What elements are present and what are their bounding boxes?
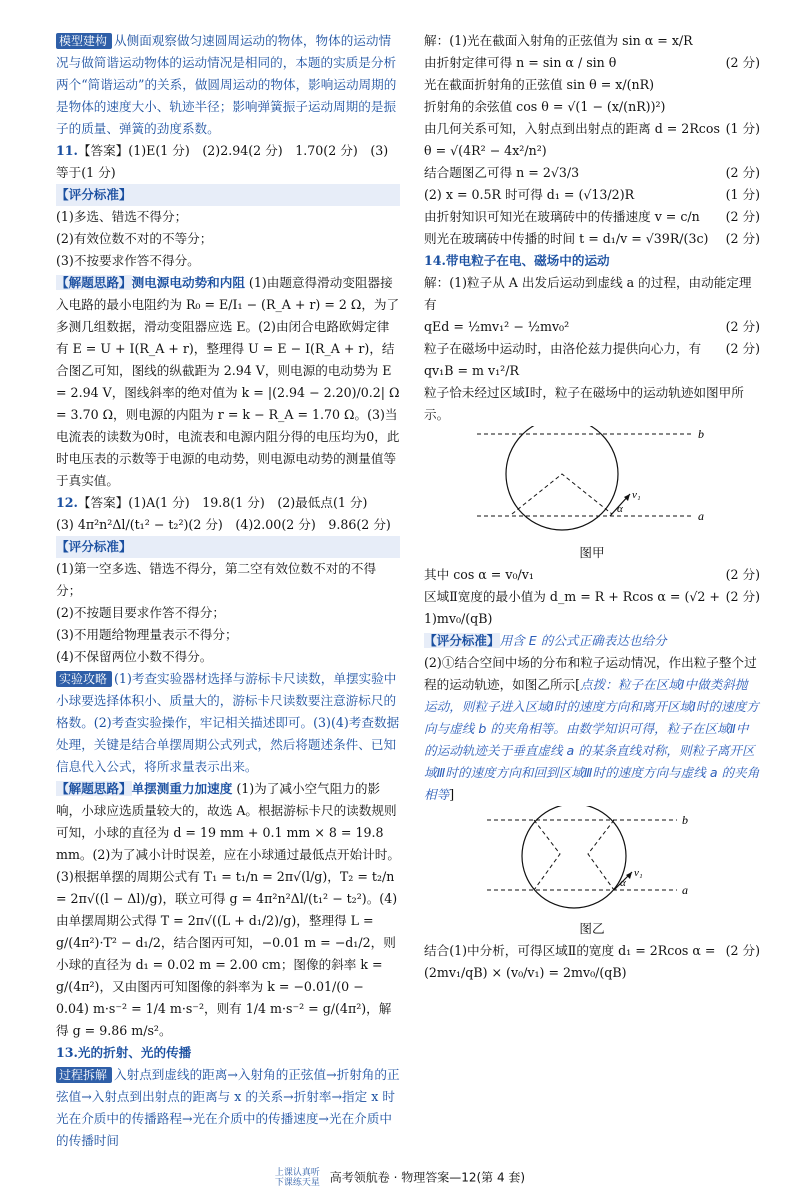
figure-yi — [482, 806, 702, 918]
proc-block — [56, 1064, 400, 1152]
q12-std-4: (4)不保留两位小数不得分。 — [56, 649, 213, 664]
q11-std-2: (2)有效位数不对的不等分； — [56, 231, 213, 246]
q14-sol-3: 粒子恰未经过区域Ⅰ时，粒子在磁场中的运动轨迹如图甲所示。 — [424, 385, 744, 422]
q14-sol-1: 解：(1)粒子从 A 出发后运动到虚线 a 的过程，由动能定理有 — [424, 275, 752, 312]
label-v1: v₁ — [632, 489, 641, 501]
label-b: b — [682, 813, 688, 827]
proc-text: 入射点到虚线的距离→入射角的正弦值→折射角的正弦值→入射点到出射点的距离与 x 的关系→折射率→指定 x 时光在介质中的传播路程→光在介质中的传播速度→光在介质中的传播时间 — [56, 1067, 400, 1148]
q14-sol-2: (2 分) 粒子在磁场中运动时，由洛伦兹力提供向心力，有 qv₁B = m v₁²/R — [424, 341, 760, 378]
q11-idea — [56, 272, 400, 492]
q12-answer-2: (3) 4π²n²Δl/(t₁² − t₂²)(2 分) (4)2.00(2 分) 9.86(2 分) — [56, 517, 391, 532]
exp-tag: 实验攻略 — [56, 671, 112, 687]
q13-sol-line: (1 分) 由几何关系可知，入射点到出射点的距离 d = 2Rcos θ = √(4R² − 4x²/n²) — [424, 121, 760, 158]
model-tag: 模型建构 — [56, 33, 112, 49]
proc-tag: 过程拆解 — [56, 1067, 112, 1083]
label-a: a — [698, 509, 704, 523]
q13-sol-line: (1 分) (2) x = 0.5R 时可得 d₁ = (√13/2)R — [424, 187, 760, 202]
figure-yi-caption: 图乙 — [579, 921, 605, 936]
q13-solution — [424, 30, 760, 250]
q11-std-3: (3)不按要求作答不得分。 — [56, 253, 200, 268]
q13-number: 13. — [56, 1045, 78, 1060]
q14-title: 带电粒子在电、磁场中的运动 — [445, 253, 610, 268]
q13-sol-line: (2 分) 由折射定律可得 n = sin α / sin θ — [424, 55, 760, 70]
q11-answer: 【答案】(1)E(1 分) (2)2.94(2 分) 1.70(2 分) (3)等于(1 分) — [56, 143, 389, 180]
q13-sol-line: 折射角的余弦值 cos θ = √(1 − (x/(nR))²) — [424, 99, 666, 114]
q14-sol-7: (2 分) 结合(1)中分析，可得区域Ⅱ的宽度 d₁ = 2Rcos α = (2mv₁/qB) × (v₀/v₁) = 2mv₀/(qB) — [424, 943, 760, 980]
trajectory-circle — [522, 806, 626, 908]
brand-logo — [275, 1168, 320, 1188]
q14-std — [424, 630, 760, 652]
model-text: 从侧面观察做匀速圆周运动的物体，物体的运动情况与做简谐运动物体的运动情况是相同的，本题的实质是分析两个“简谐运动”的关系，做圆周运动的物体，影响运动周期的是物体的速度大小、轨迹半径；影响弹簧振子运动周期的是振子的质量、弹簧的劲度系数。 — [56, 33, 397, 136]
label-b: b — [698, 427, 704, 441]
q14-sol-5: (2 分) 区域Ⅱ宽度的最小值为 d_m = R + Rcos α = (√2 + 1)mv₀/(qB) — [424, 589, 760, 626]
q12-number: 12. — [56, 495, 78, 510]
exp-block — [56, 668, 400, 778]
q11-answer-line — [56, 140, 400, 184]
q12-std-3: (3)不用题给物理量表示不得分； — [56, 627, 238, 642]
model-block — [56, 30, 400, 140]
right-column — [424, 30, 760, 984]
figure-jia-caption: 图甲 — [579, 545, 605, 560]
left-column — [56, 30, 400, 1152]
q12-idea-title: 单摆测重力加速度 — [131, 781, 233, 796]
q11-idea-text: (1)由题意得滑动变阻器接入电路的最小电阻约为 R₀ = E/I₁ − (R_A + r) = 2 Ω，为了多测几组数据，滑动变阻器应选 E。(2)由闭合电路欧姆定律有 E = U + I(R_A + r)，整理得 U = E − I(R_A + r)，结合图乙可知，图线的纵截距为 2.94 V，则电源的电动势为 E = 2.94 V，图线斜率的绝对值为 k = |(2.94 − 2.20)/0.2| Ω = 3.70 Ω，则电源的内阻为 r = k − R_A = 1.70 Ω。(3)当电流表的读数为0时，电流表和电源内阻分得的电压均为0，此时电压表的示数等于电源的电动势，则电源电动势的测量值等于真实值。 — [56, 275, 400, 488]
q14-hint-tag: 点拨： — [580, 677, 618, 692]
label-alpha: α — [617, 503, 623, 515]
q14-std-label: 【评分标准】 — [424, 633, 500, 648]
q12-std-2: (2)不按题目要求作答不得分； — [56, 605, 225, 620]
q13-sol-line: 光在截面折射角的正弦值 sin θ = x/(nR) — [424, 77, 655, 92]
figure-jia — [472, 426, 712, 542]
q14-sol-4: (2 分) 其中 cos α = v₀/v₁ — [424, 567, 760, 582]
footer-text: 高考领航卷 · 物理答案—12(第 4 套) — [329, 1170, 526, 1185]
q13-sol-line: (2 分) 则光在玻璃砖中传播的时间 t = d₁/v = √39R/(3c) — [424, 231, 760, 246]
q12-idea-text: (1)为了减小空气阻力的影响，小球应选质量较大的，故选 A。根据游标卡尺的读数规则可知，小球的直径为 d = 19 mm + 0.1 mm × 8 = 19.8 mm。(2)为了减小计时误差，应在小球通过最低点开始计时。(3)根据单摆的周期公式有 T₁ = t₁/n = 2π√(l/g)，T₂ = t₂/n = 2π√((l − Δl)/g)，联立可得 g = 4π²n²Δl/(t₁² − t₂²)。(4)由单摆周期公式得 T = 2π√((L + d₁/2)/g)，整理得 L = g/(4π²)·T² − d₁/2，结合图丙可知，−0.01 m = −d₁/2，则小球的直径为 d₁ = 0.02 m = 2.00 cm；图像的斜率 k = g/(4π²)，又由图丙可知图像的斜率为 k = −0.01/(0 − 0.04) m·s⁻² = 1/4 m·s⁻²，则有 1/4 m·s⁻² = g/(4π²)，解得 g = 9.86 m/s²。 — [56, 781, 400, 1038]
q11-std-label: 【评分标准】 — [56, 184, 400, 206]
arrow-head — [626, 872, 632, 879]
logo-line-1: 上课认真听 — [274, 1168, 320, 1178]
q12-idea-label: 【解题思路】 — [56, 781, 132, 796]
label-alpha: α — [620, 877, 626, 889]
q11-number: 11. — [56, 143, 78, 158]
q13-title-line — [56, 1042, 400, 1064]
q14-eq-1: (2 分) qEd = ½mv₁² − ½mv₀² — [424, 319, 760, 334]
page-footer — [0, 1168, 800, 1188]
exp-text: (1)考查实验器材选择与游标卡尺读数，单摆实验中小球要选择体积小、质量大的，游标卡尺读数要注意游标尺的格数。(2)考查实验操作，牢记相关描述即可。(3)(4)考查数据处理，关键是结合单摆周期公式列式，然后将题述条件、已知信息代入公式，将所求量表示出来。 — [56, 671, 400, 774]
q12-std-label: 【评分标准】 — [56, 536, 400, 558]
q11-idea-title: 测电源电动势和内阻 — [131, 275, 245, 290]
q13-sol-line: (2 分) 由折射知识可知光在玻璃砖中的传播速度 v = c/n — [424, 209, 760, 224]
q13-sol-line: (2 分) 结合题图乙可得 n = 2√3/3 — [424, 165, 760, 180]
q11-std-1: (1)多选、错选不得分； — [56, 209, 188, 224]
label-a: a — [682, 883, 688, 897]
path-left — [534, 820, 560, 890]
q12-idea — [56, 778, 400, 1042]
q13-sol-line: 解：(1)光在截面入射角的正弦值为 sin α = x/R — [424, 33, 693, 48]
trajectory-circle — [506, 426, 618, 530]
q12-answer-1: 【答案】(1)A(1 分) 19.8(1 分) (2)最低点(1 分) — [77, 495, 368, 510]
q14-number: 14. — [424, 253, 446, 268]
q13-title: 光的折射、光的传播 — [77, 1045, 192, 1060]
q14-std-text: 用含 E 的公式正确表达也给分 — [499, 633, 667, 648]
label-v1: v₁ — [634, 867, 643, 879]
q14-sol-6: (2)①结合空间中场的分布和粒子运动情况，作出粒子整个过程的运动轨迹，如图乙所示[点拨：粒子在区域Ⅰ中做类斜抛运动，则粒子进入区域Ⅰ时的速度方向和离开区域Ⅰ时的速度方向与虚线 b 的夹角相等。由数学知识可得，粒子在区域Ⅱ中的运动轨迹关于垂直虚线 a 的某条直线对称，则粒子离开区域Ⅲ时的速度方向和回到区域Ⅲ时的速度方向与虚线 a 的夹角相等] — [424, 655, 760, 802]
q14-hint: 粒子在区域Ⅰ中做类斜抛运动，则粒子进入区域Ⅰ时的速度方向和离开区域Ⅰ时的速度方向与虚线 b 的夹角相等。由数学知识可得，粒子在区域Ⅱ中的运动轨迹关于垂直虚线 a 的某条直线对称，则粒子离开区域Ⅲ时的速度方向和回到区域Ⅲ时的速度方向与虚线 a 的夹角相等 — [424, 677, 760, 802]
q12-std-1: (1)第一空多选、错选不得分，第二空有效位数不对的不得分； — [56, 561, 377, 598]
q12-answer-line — [56, 492, 400, 514]
q14-title-line — [424, 250, 760, 272]
radius-lines — [512, 474, 612, 514]
q11-idea-label: 【解题思路】 — [56, 275, 132, 290]
path-right — [588, 820, 614, 890]
logo-line-2: 下课练天星 — [274, 1178, 320, 1188]
